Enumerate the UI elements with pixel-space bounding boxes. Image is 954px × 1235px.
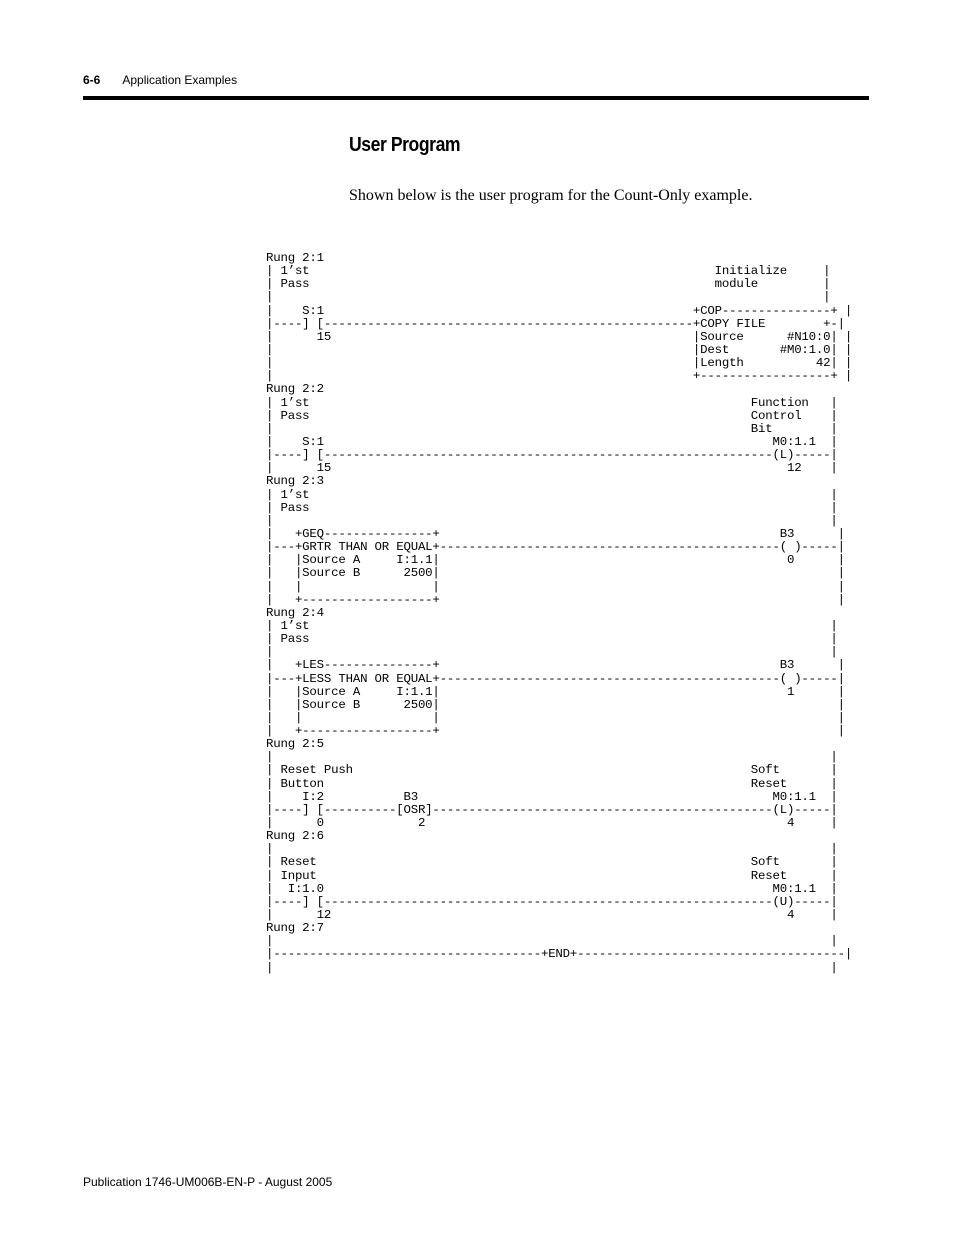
section-title: Application Examples bbox=[122, 73, 238, 87]
header-rule bbox=[83, 96, 869, 100]
page-number: 6-6 bbox=[83, 73, 101, 87]
ladder-logic-listing: Rung 2:1 | 1’st Initialize | | Pass module | | | | S:1 +COP---------------+ | |----] [---------------------------------------------------+COPY FILE +-| | 15 |Source #N10:0| | | |Dest #M0:1.0| | | |Length 42| | | +------------------+ | Rung 2:2 | 1’st Function | | Pass Control | | Bit | | S:1 M0:1.1 | |----] [--------------------------------------------------------------(L)-----| | 15 12 | Rung 2:3 | 1’st | | Pass | | | | +GEQ---------------+ B3 | |---+GRTR THAN OR EQUAL+-----------------------------------------------( )-----| | |Source A I:1.1| 0 | | |Source B 2500| | | | | | | +------------------+ | Rung 2:4 | 1’st | | Pass | | | | +LES---------------+ B3 | |---+LESS THAN OR EQUAL+-----------------------------------------------( )-----| | |Source A I:1.1| 1 | | |Source B 2500| | | | | | | +------------------+ | Rung 2:5 | | | Reset Push Soft | | Button Reset | | I:2 B3 M0:1.1 | |----] [----------[OSR]-----------------------------------------------(L)-----| | 0 2 4 | Rung 2:6 | | | Reset Soft | | Input Reset | | I:1.0 M0:1.1 | |----] [--------------------------------------------------------------(U)-----| | 12 4 | Rung 2:7 | | |-------------------------------------+END+-------------------------------------| | | bbox=[266, 251, 853, 975]
intro-paragraph: Shown below is the user program for the Count-Only example. bbox=[349, 187, 753, 204]
running-header bbox=[83, 73, 237, 87]
page-title: User Program bbox=[349, 134, 461, 156]
publication-footer: Publication 1746-UM006B-EN-P - August 2005 bbox=[83, 1175, 333, 1189]
